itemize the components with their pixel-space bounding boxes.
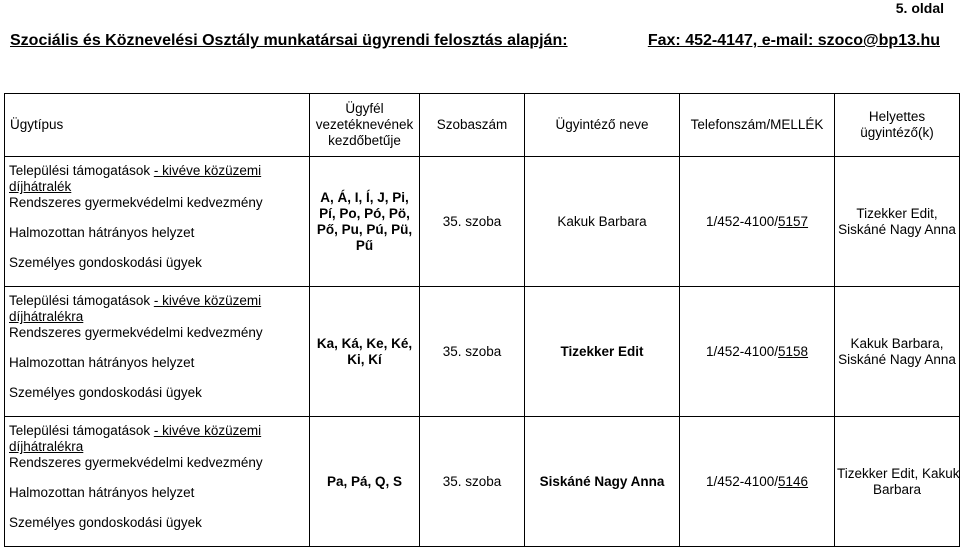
case-type-line: Rendszeres gyermekvédelmi kedvezmény xyxy=(9,325,263,340)
deputy-line: Barbara xyxy=(872,481,922,497)
case-type-line: Személyes gondoskodási ügyek xyxy=(9,515,202,530)
table-row xyxy=(5,287,960,417)
initials-cell xyxy=(310,417,420,547)
case-type-line: díjhátralék xyxy=(9,179,72,194)
department-heading: Szociális és Köznevelési Osztály munkatársai ügyrendi felosztás alapján: xyxy=(10,32,568,49)
case-type-line: Halmozottan hátrányos helyzet xyxy=(9,225,195,240)
initials-cell xyxy=(310,157,420,287)
clerk-cell: Tizekker Edit xyxy=(525,287,680,417)
initials-line: Pí, Po, Pó, Pö, xyxy=(319,205,410,221)
column-header-deputy-line: ügyintéző(k) xyxy=(860,125,934,140)
column-header-initials-line: kezdőbetűje xyxy=(328,133,401,148)
deputy-cell xyxy=(835,417,960,547)
deputy-line: Tizekker Edit, xyxy=(856,205,938,221)
column-header-deputy xyxy=(835,94,960,157)
deputy-line: Kakuk Barbara, xyxy=(850,335,944,351)
column-header-initials xyxy=(310,94,420,157)
column-header-room: Szobaszám xyxy=(420,94,525,157)
column-header-initials-line: Ügyfél xyxy=(345,101,384,116)
page-number: 5. oldal xyxy=(895,0,944,16)
case-type-line: Települési támogatások - kivéve közüzemi xyxy=(9,293,262,308)
initials-cell xyxy=(310,287,420,417)
initials-line: Pa, Pá, Q, S xyxy=(326,473,403,489)
contact-fax-email: Fax: 452-4147, e-mail: szoco@bp13.hu xyxy=(647,32,940,49)
deputy-cell xyxy=(835,287,960,417)
phone-cell: 1/452-4100/5146 xyxy=(680,417,835,547)
column-header-deputy-line: Helyettes xyxy=(868,109,926,124)
phone-extension: 5146 xyxy=(778,473,809,489)
case-type-line: Települési támogatások - kivéve közüzemi xyxy=(9,163,262,178)
table-row xyxy=(5,157,960,287)
table-row xyxy=(5,417,960,547)
deputy-line: Siskáné Nagy Anna xyxy=(838,351,956,367)
table-header-row xyxy=(5,94,960,157)
initials-line: Pű xyxy=(355,237,374,253)
case-type-line: Személyes gondoskodási ügyek xyxy=(9,255,202,270)
case-type-cell xyxy=(5,417,310,547)
phone-cell: 1/452-4100/5158 xyxy=(680,287,835,417)
phone-extension: 5157 xyxy=(778,213,809,229)
column-header-phone: Telefonszám/MELLÉK xyxy=(680,94,835,157)
column-header-clerk: Ügyintéző neve xyxy=(525,94,680,157)
case-type-cell xyxy=(5,287,310,417)
room-cell: 35. szoba xyxy=(420,287,525,417)
column-header-initials-line: vezetéknevének xyxy=(315,117,414,132)
case-assignment-table xyxy=(4,93,960,547)
case-type-line: Halmozottan hátrányos helyzet xyxy=(9,355,195,370)
case-type-line: Személyes gondoskodási ügyek xyxy=(9,385,202,400)
initials-line: Ki, Kí xyxy=(347,351,382,367)
deputy-line: Siskáné Nagy Anna xyxy=(838,221,956,237)
room-cell: 35. szoba xyxy=(420,417,525,547)
initials-line: Pő, Pu, Pú, Pü, xyxy=(316,221,413,237)
room-cell: 35. szoba xyxy=(420,157,525,287)
case-type-cell xyxy=(5,157,310,287)
case-type-line: Halmozottan hátrányos helyzet xyxy=(9,485,195,500)
initials-line: Ka, Ká, Ke, Ké, xyxy=(316,335,413,351)
case-type-line: díjhátralékra xyxy=(9,309,84,324)
case-type-line: Települési támogatások - kivéve közüzemi xyxy=(9,423,262,438)
deputy-cell xyxy=(835,157,960,287)
phone-cell: 1/452-4100/5157 xyxy=(680,157,835,287)
clerk-cell: Siskáné Nagy Anna xyxy=(525,417,680,547)
phone-extension: 5158 xyxy=(778,343,809,359)
initials-line: A, Á, I, Í, J, Pi, xyxy=(320,189,409,205)
case-type-line: Rendszeres gyermekvédelmi kedvezmény xyxy=(9,195,263,210)
deputy-line: Tizekker Edit, Kakuk xyxy=(837,465,960,481)
column-header-type: Ügytípus xyxy=(5,94,310,157)
case-type-line: díjhátralékra xyxy=(9,439,84,454)
case-type-line: Rendszeres gyermekvédelmi kedvezmény xyxy=(9,455,263,470)
clerk-cell: Kakuk Barbara xyxy=(525,157,680,287)
